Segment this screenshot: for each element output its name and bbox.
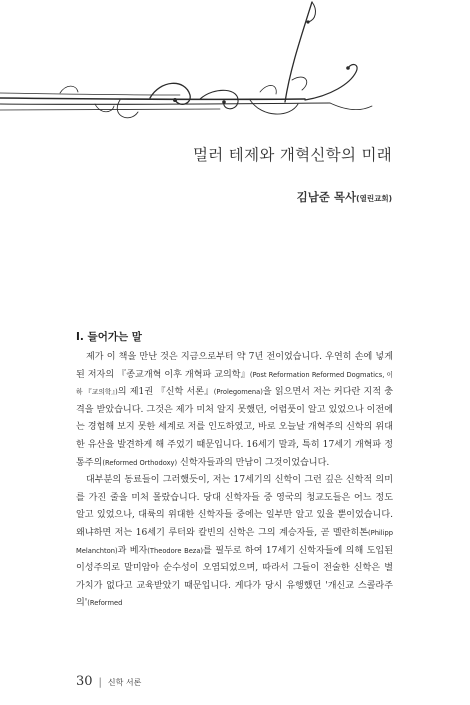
footer-separator: | [98, 677, 102, 688]
text-run: 의 제1권 『신학 서론』 [117, 387, 214, 398]
latin-gloss: (Reformed Orthodoxy) [102, 458, 178, 467]
header-ornament [0, 0, 470, 140]
section-heading: I. 들어가는 말 [76, 331, 142, 343]
text-run: 과 베자 [117, 545, 148, 556]
running-title: 신학 서론 [107, 678, 142, 687]
text-run: 신학자들과의 만남이 그것이었습니다. [177, 457, 330, 468]
text-run: 제가 이 책을 만난 것은 지금으로부터 약 7년 전이었습니다. 우연히 손에 넣게 된 저자의 『종교개혁 이후 개혁파 교의학』 [76, 352, 393, 380]
latin-gloss: (Reformed [87, 599, 123, 608]
author-name: 김남준 목사 [296, 190, 357, 204]
latin-gloss: (Prolegomena) [213, 388, 263, 397]
body-text [76, 329, 393, 613]
paragraph [76, 349, 393, 472]
author-line [297, 186, 392, 205]
page-footer [76, 674, 141, 689]
author-church: (열린교회) [356, 194, 392, 203]
latin-gloss: (Theodore Beza) [147, 546, 204, 555]
latin-gloss: (Post Reformation Reformed Dogmatics, 이하 『교의학』) [76, 370, 393, 397]
latin-gloss: (Philipp Melanchton) [76, 528, 393, 555]
text-run: 을 읽으면서 저는 커다란 지적 충격을 받았습니다. 그것은 제가 미처 알지 못했던, 어렴풋이 알고 있었으나 이전에는 경험해 보지 못한 세계로 저를 인도하였고, 바로 오늘날 개혁주의 신학의 위대한 유산을 발견하게 해 주었기 때문입니다. 16세기 말과, 특히 17세기 개혁파 정통주의 [76, 387, 393, 468]
paragraph [76, 472, 393, 613]
text-run: 를 필두로 하여 17세기 신학자들에 의해 도입된 이성주의로 말미암아 순수성이 오염되었으며, 따라서 그들이 전술한 신학은 별 가치가 없다고 교육받았기 때문입니다. 게다가 당시 유행했던 '개신교 스콜라주의' [76, 545, 393, 609]
page-number: 30 [76, 674, 93, 689]
article-title: 멀러 테제와 개혁신학의 미래 [193, 146, 392, 164]
text-run: 대부분의 동료들이 그러했듯이, 저는 17세기의 신학이 그런 깊은 신학적 의미를 가진 줄을 미처 몰랐습니다. 당대 신학자들 중 영국의 청교도들은 어느 정도 알고 있었으나, 대륙의 위대한 신학자들 중에는 일부만 알고 있을 뿐이었습니다. 왜냐하면 저는 16세기 루터와 칼빈의 신학은 그의 계승자들, 곧 멜란히톤 [76, 475, 393, 538]
